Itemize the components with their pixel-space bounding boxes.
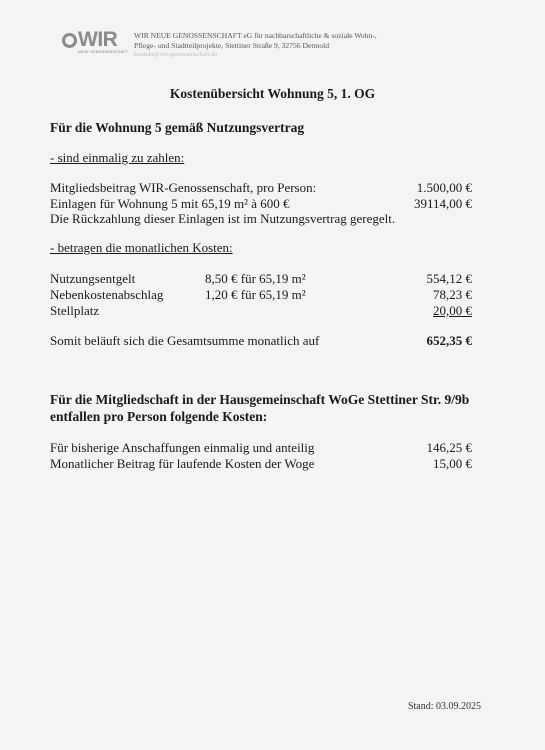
once-label: - sind einmalig zu zahlen: [50, 150, 185, 165]
total-amount: 652,35 € [426, 333, 472, 348]
once-row-label: Mitgliedsbeitrag WIR-Genossenschaft, pro Person: [50, 180, 317, 195]
document-title: Kostenübersicht Wohnung 5, 1. OG [169, 86, 376, 101]
membership-row-label: Für bisherige Anschaffungen einmalig und anteilig [50, 440, 315, 455]
monthly-row-amount: 554,12 € [426, 271, 472, 286]
document-date: Stand: 03.09.2025 [407, 701, 481, 712]
letterhead-line-1: WIR NEUE GENOSSENSCHAFT eG für nachbarschaftliche & soziale Wohn-, [134, 31, 377, 40]
once-row-amount: 1.500,00 € [416, 180, 472, 195]
letterhead-line-2: Pflege- und Stadtteilprojekte, Stettiner Straße 9, 32756 Detmold [134, 41, 330, 50]
total-label: Somit beläuft sich die Gesamtsumme monatlich auf [50, 333, 320, 348]
wir-logo [62, 30, 128, 56]
logo-circle-icon [62, 33, 77, 48]
monthly-row-label: Nutzungsentgelt [50, 271, 136, 286]
repayment-note: Die Rückzahlung dieser Einlagen ist im Nutzungsvertrag geregelt. [50, 211, 396, 226]
membership-row-label: Monatlicher Beitrag für laufende Kosten der Woge [50, 456, 315, 471]
monthly-row-label: Stellplatz [50, 303, 100, 318]
once-row-label: Einlagen für Wohnung 5 mit 65,19 m² à 600 € [50, 196, 290, 211]
once-row-amount: 39114,00 € [413, 196, 472, 211]
membership-row-amount: 146,25 € [426, 440, 472, 455]
monthly-row-detail: 1,20 € für 65,19 m² [205, 287, 306, 302]
logo-subtitle: NEUE GENOSSENSCHAFT [78, 50, 129, 54]
monthly-row-detail: 8,50 € für 65,19 m² [205, 271, 306, 286]
membership-row-amount: 15,00 € [433, 456, 472, 471]
letterhead-line-3: kontakt@wir-genossenschaft.de [134, 51, 218, 58]
monthly-row-label: Nebenkostenabschlag [50, 287, 164, 302]
monthly-row-amount: 78,23 € [433, 287, 472, 302]
section-1-heading: Für die Wohnung 5 gemäß Nutzungsvertrag [50, 120, 305, 135]
section-2-heading: Für die Mitgliedschaft in der Hausgemeinschaft WoGe Stettiner Str. 9/9b entfallen pro Person folgende Kosten: [50, 392, 470, 424]
logo-text: WIR [78, 28, 118, 51]
monthly-label: - betragen die monatlichen Kosten: [50, 240, 233, 255]
monthly-row-amount: 20,00 € [433, 303, 472, 318]
